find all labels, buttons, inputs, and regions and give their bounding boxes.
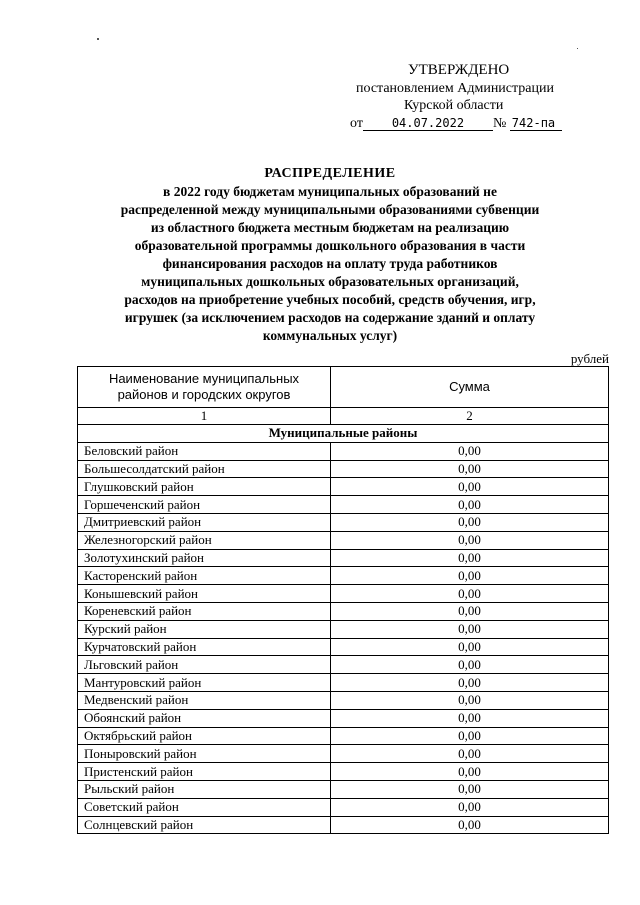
- description-line: распределенной между муниципальными образованиями субвенции: [120, 202, 540, 217]
- table-row: [78, 638, 609, 656]
- district-amount: 0,00: [331, 460, 609, 478]
- description-line: коммунальных услуг): [262, 328, 398, 343]
- district-amount: 0,00: [331, 513, 609, 531]
- district-amount: 0,00: [331, 638, 609, 656]
- table-row: [78, 478, 609, 496]
- district-name: Золотухинский район: [78, 549, 331, 567]
- description-line: игрушек (за исключением расходов на содержание зданий и оплату: [124, 310, 536, 325]
- district-name: Обоянский район: [78, 709, 331, 727]
- description-line: из областного бюджета местным бюджетам на реализацию: [150, 220, 510, 235]
- description-line: расходов на приобретение учебных пособий, средств обучения, игр,: [124, 292, 536, 307]
- table-row: [78, 620, 609, 638]
- section-title: Муниципальные районы: [78, 425, 609, 443]
- document-title-block: [60, 165, 600, 345]
- approval-line-2: постановлением Администрации: [356, 80, 554, 96]
- approval-number: 742-па: [510, 116, 562, 131]
- table-row: [78, 674, 609, 692]
- table-row: [78, 513, 609, 531]
- district-name: Глушковский район: [78, 478, 331, 496]
- approval-stamp: [350, 62, 580, 132]
- approval-title: УТВЕРЖДЕНО: [408, 62, 510, 78]
- district-name: Касторенский район: [78, 567, 331, 585]
- table-row: [78, 602, 609, 620]
- district-amount: 0,00: [331, 709, 609, 727]
- description-line: в 2022 году бюджетам муниципальных образований не: [163, 184, 497, 199]
- approval-line-3: Курской области: [404, 98, 504, 113]
- scan-speck: [97, 38, 99, 40]
- district-name: Солнцевский район: [78, 816, 331, 834]
- district-name: Большесолдатский район: [78, 460, 331, 478]
- district-amount: 0,00: [331, 656, 609, 674]
- district-amount: 0,00: [331, 496, 609, 514]
- district-name: Рыльский район: [78, 780, 331, 798]
- district-name: Медвенский район: [78, 691, 331, 709]
- table-row: [78, 763, 609, 781]
- table-header-row: [78, 367, 609, 408]
- district-name: Железногорский район: [78, 531, 331, 549]
- col1-header: [78, 367, 331, 408]
- district-name: Советский район: [78, 798, 331, 816]
- district-amount: 0,00: [331, 585, 609, 603]
- table-row: [78, 460, 609, 478]
- document-heading: РАСПРЕДЕЛЕНИЕ: [264, 166, 396, 181]
- table-row: [78, 709, 609, 727]
- index-row: [78, 408, 609, 425]
- district-name: Льговский район: [78, 656, 331, 674]
- district-name: Горшеченский район: [78, 496, 331, 514]
- district-name: Курский район: [78, 620, 331, 638]
- district-amount: 0,00: [331, 531, 609, 549]
- district-amount: 0,00: [331, 691, 609, 709]
- approval-date-line: [350, 115, 580, 133]
- table-row: [78, 442, 609, 460]
- table-row: [78, 727, 609, 745]
- table-row: [78, 585, 609, 603]
- col1-index: 1: [78, 408, 331, 425]
- district-amount: 0,00: [331, 798, 609, 816]
- section-row: [78, 425, 609, 443]
- table-row: [78, 798, 609, 816]
- district-amount: 0,00: [331, 763, 609, 781]
- table-row: [78, 691, 609, 709]
- description-line: финансирования расходов на оплату труда работников: [162, 256, 498, 271]
- col2-index: 2: [331, 408, 609, 425]
- district-amount: 0,00: [331, 816, 609, 834]
- table-row: [78, 656, 609, 674]
- table-body: [78, 442, 609, 834]
- col1-header-line2: районов и городских округов: [117, 387, 291, 402]
- table-row: [78, 816, 609, 834]
- district-name: Конышевский район: [78, 585, 331, 603]
- number-prefix: №: [492, 115, 507, 131]
- district-amount: 0,00: [331, 620, 609, 638]
- table-row: [78, 531, 609, 549]
- district-name: Октябрьский район: [78, 727, 331, 745]
- district-name: Поныровский район: [78, 745, 331, 763]
- units-label: рублей: [570, 351, 609, 366]
- district-amount: 0,00: [331, 602, 609, 620]
- district-amount: 0,00: [331, 674, 609, 692]
- col1-header-line1: Наименование муниципальных: [108, 371, 300, 386]
- district-amount: 0,00: [331, 567, 609, 585]
- table-row: [78, 745, 609, 763]
- district-name: Пристенский район: [78, 763, 331, 781]
- scan-speck: [577, 48, 578, 49]
- table-row: [78, 496, 609, 514]
- district-name: Курчатовский район: [78, 638, 331, 656]
- table-row: [78, 549, 609, 567]
- district-amount: 0,00: [331, 478, 609, 496]
- description-line: образовательной программы дошкольного образования в части: [134, 238, 526, 253]
- district-amount: 0,00: [331, 780, 609, 798]
- district-name: Кореневский район: [78, 602, 331, 620]
- distribution-table: [77, 366, 609, 834]
- col2-header: Сумма: [331, 367, 609, 408]
- district-amount: 0,00: [331, 745, 609, 763]
- district-amount: 0,00: [331, 549, 609, 567]
- district-amount: 0,00: [331, 442, 609, 460]
- district-name: Мантуровский район: [78, 674, 331, 692]
- approval-date: 04.07.2022: [363, 116, 493, 131]
- table-row: [78, 567, 609, 585]
- district-name: Дмитриевский район: [78, 513, 331, 531]
- district-amount: 0,00: [331, 727, 609, 745]
- district-name: Беловский район: [78, 442, 331, 460]
- table-row: [78, 780, 609, 798]
- date-prefix: от: [350, 115, 363, 131]
- description-line: муниципальных дошкольных образовательных организаций,: [141, 274, 519, 289]
